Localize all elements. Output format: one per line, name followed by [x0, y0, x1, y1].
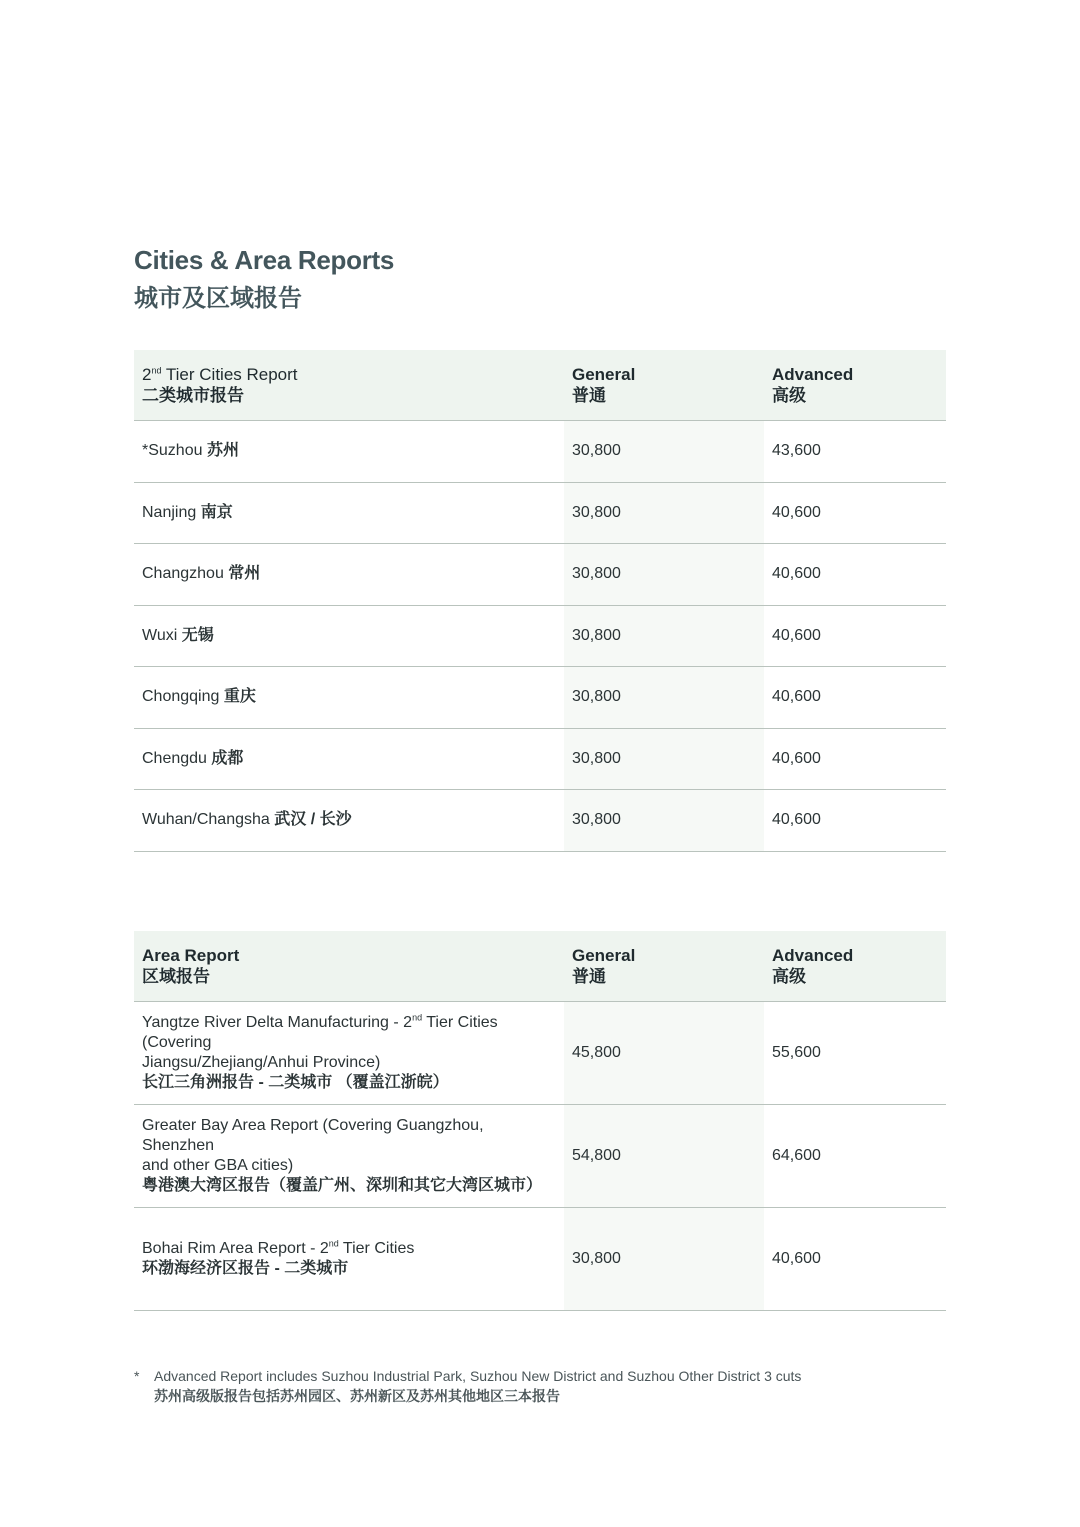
- advanced-price-cell: 40,600: [764, 1208, 946, 1311]
- advanced-label-zh: 高级: [772, 967, 806, 986]
- city-cell: Chengdu 成都: [134, 728, 564, 790]
- general-label-en: General: [572, 946, 636, 965]
- advanced-column-header: [764, 931, 946, 1002]
- table-header-row: [134, 350, 946, 421]
- city-cell: Wuhan/Changsha 武汉 / 长沙: [134, 790, 564, 852]
- advanced-price-cell: 40,600: [764, 667, 946, 729]
- city-cell: *Suzhou 苏州: [134, 421, 564, 483]
- table-row: [134, 605, 946, 667]
- area-report-price-table: [134, 931, 946, 1311]
- report-column-header: [134, 350, 564, 421]
- general-price-cell: 30,800: [564, 790, 764, 852]
- tier-cities-price-table: [134, 350, 946, 852]
- city-cell: Nanjing 南京: [134, 482, 564, 544]
- area-cell: Yangtze River Delta Manufacturing - 2nd Tier Cities (Covering Jiangsu/Zhejiang/Anhui Province) 长江三角洲报告 - 二类城市 （覆盖江浙皖）: [134, 1002, 564, 1105]
- general-label-zh: 普通: [572, 386, 606, 405]
- advanced-price-cell: 64,600: [764, 1105, 946, 1208]
- footnote-mark: *: [134, 1368, 140, 1384]
- advanced-price-cell: 40,600: [764, 605, 946, 667]
- city-cell: Chongqing 重庆: [134, 667, 564, 729]
- header-report-en: Tier Cities Report: [161, 365, 298, 384]
- table-row: [134, 1002, 946, 1105]
- table-header-row: [134, 931, 946, 1002]
- footnote-en: Advanced Report includes Suzhou Industrial Park, Suzhou New District and Suzhou Other District 3 cuts: [154, 1368, 802, 1384]
- advanced-price-cell: 40,600: [764, 790, 946, 852]
- general-price-cell: 30,800: [564, 544, 764, 606]
- advanced-price-cell: 40,600: [764, 482, 946, 544]
- general-label-en: General: [572, 365, 636, 384]
- header-report-zh: 区域报告: [142, 967, 210, 986]
- general-label-zh: 普通: [572, 967, 606, 986]
- city-cell: Wuxi 无锡: [134, 605, 564, 667]
- general-column-header: [564, 931, 764, 1002]
- general-price-cell: 30,800: [564, 482, 764, 544]
- general-price-cell: 30,800: [564, 421, 764, 483]
- area-cell: Greater Bay Area Report (Covering Guangzhou, Shenzhen and other GBA cities) 粤港澳大湾区报告（覆盖广州、深圳和其它大湾区城市）: [134, 1105, 564, 1208]
- general-price-cell: 30,800: [564, 1208, 764, 1311]
- header-tier-number: 2: [142, 365, 152, 384]
- advanced-label-zh: 高级: [772, 386, 806, 405]
- page-title-zh: 城市及区域报告: [134, 285, 302, 312]
- advanced-price-cell: 40,600: [764, 544, 946, 606]
- table-row: [134, 667, 946, 729]
- report-column-header: [134, 931, 564, 1002]
- general-column-header: [564, 350, 764, 421]
- advanced-price-cell: 55,600: [764, 1002, 946, 1105]
- general-price-cell: 54,800: [564, 1105, 764, 1208]
- table-row: [134, 482, 946, 544]
- area-cell: Bohai Rim Area Report - 2nd Tier Cities 环渤海经济区报告 - 二类城市: [134, 1208, 564, 1311]
- table-row: [134, 1105, 946, 1208]
- table-row: [134, 728, 946, 790]
- advanced-column-header: [764, 350, 946, 421]
- header-tier-suffix: nd: [151, 365, 162, 376]
- general-price-cell: 45,800: [564, 1002, 764, 1105]
- advanced-price-cell: 43,600: [764, 421, 946, 483]
- advanced-price-cell: 40,600: [764, 728, 946, 790]
- footnote: [134, 1366, 801, 1406]
- header-report-en: Area Report: [142, 946, 240, 965]
- general-price-cell: 30,800: [564, 667, 764, 729]
- advanced-label-en: Advanced: [772, 946, 854, 965]
- footnote-zh: 苏州高级版报告包括苏州园区、苏州新区及苏州其他地区三本报告: [154, 1388, 560, 1404]
- advanced-label-en: Advanced: [772, 365, 854, 384]
- page-title: [134, 244, 394, 316]
- table-row: [134, 1208, 946, 1311]
- table-row: [134, 790, 946, 852]
- table-row: [134, 421, 946, 483]
- city-cell: Changzhou 常州: [134, 544, 564, 606]
- general-price-cell: 30,800: [564, 728, 764, 790]
- header-report-zh: 二类城市报告: [142, 386, 244, 405]
- table-row: [134, 544, 946, 606]
- general-price-cell: 30,800: [564, 605, 764, 667]
- page-title-en: Cities & Area Reports: [134, 245, 395, 275]
